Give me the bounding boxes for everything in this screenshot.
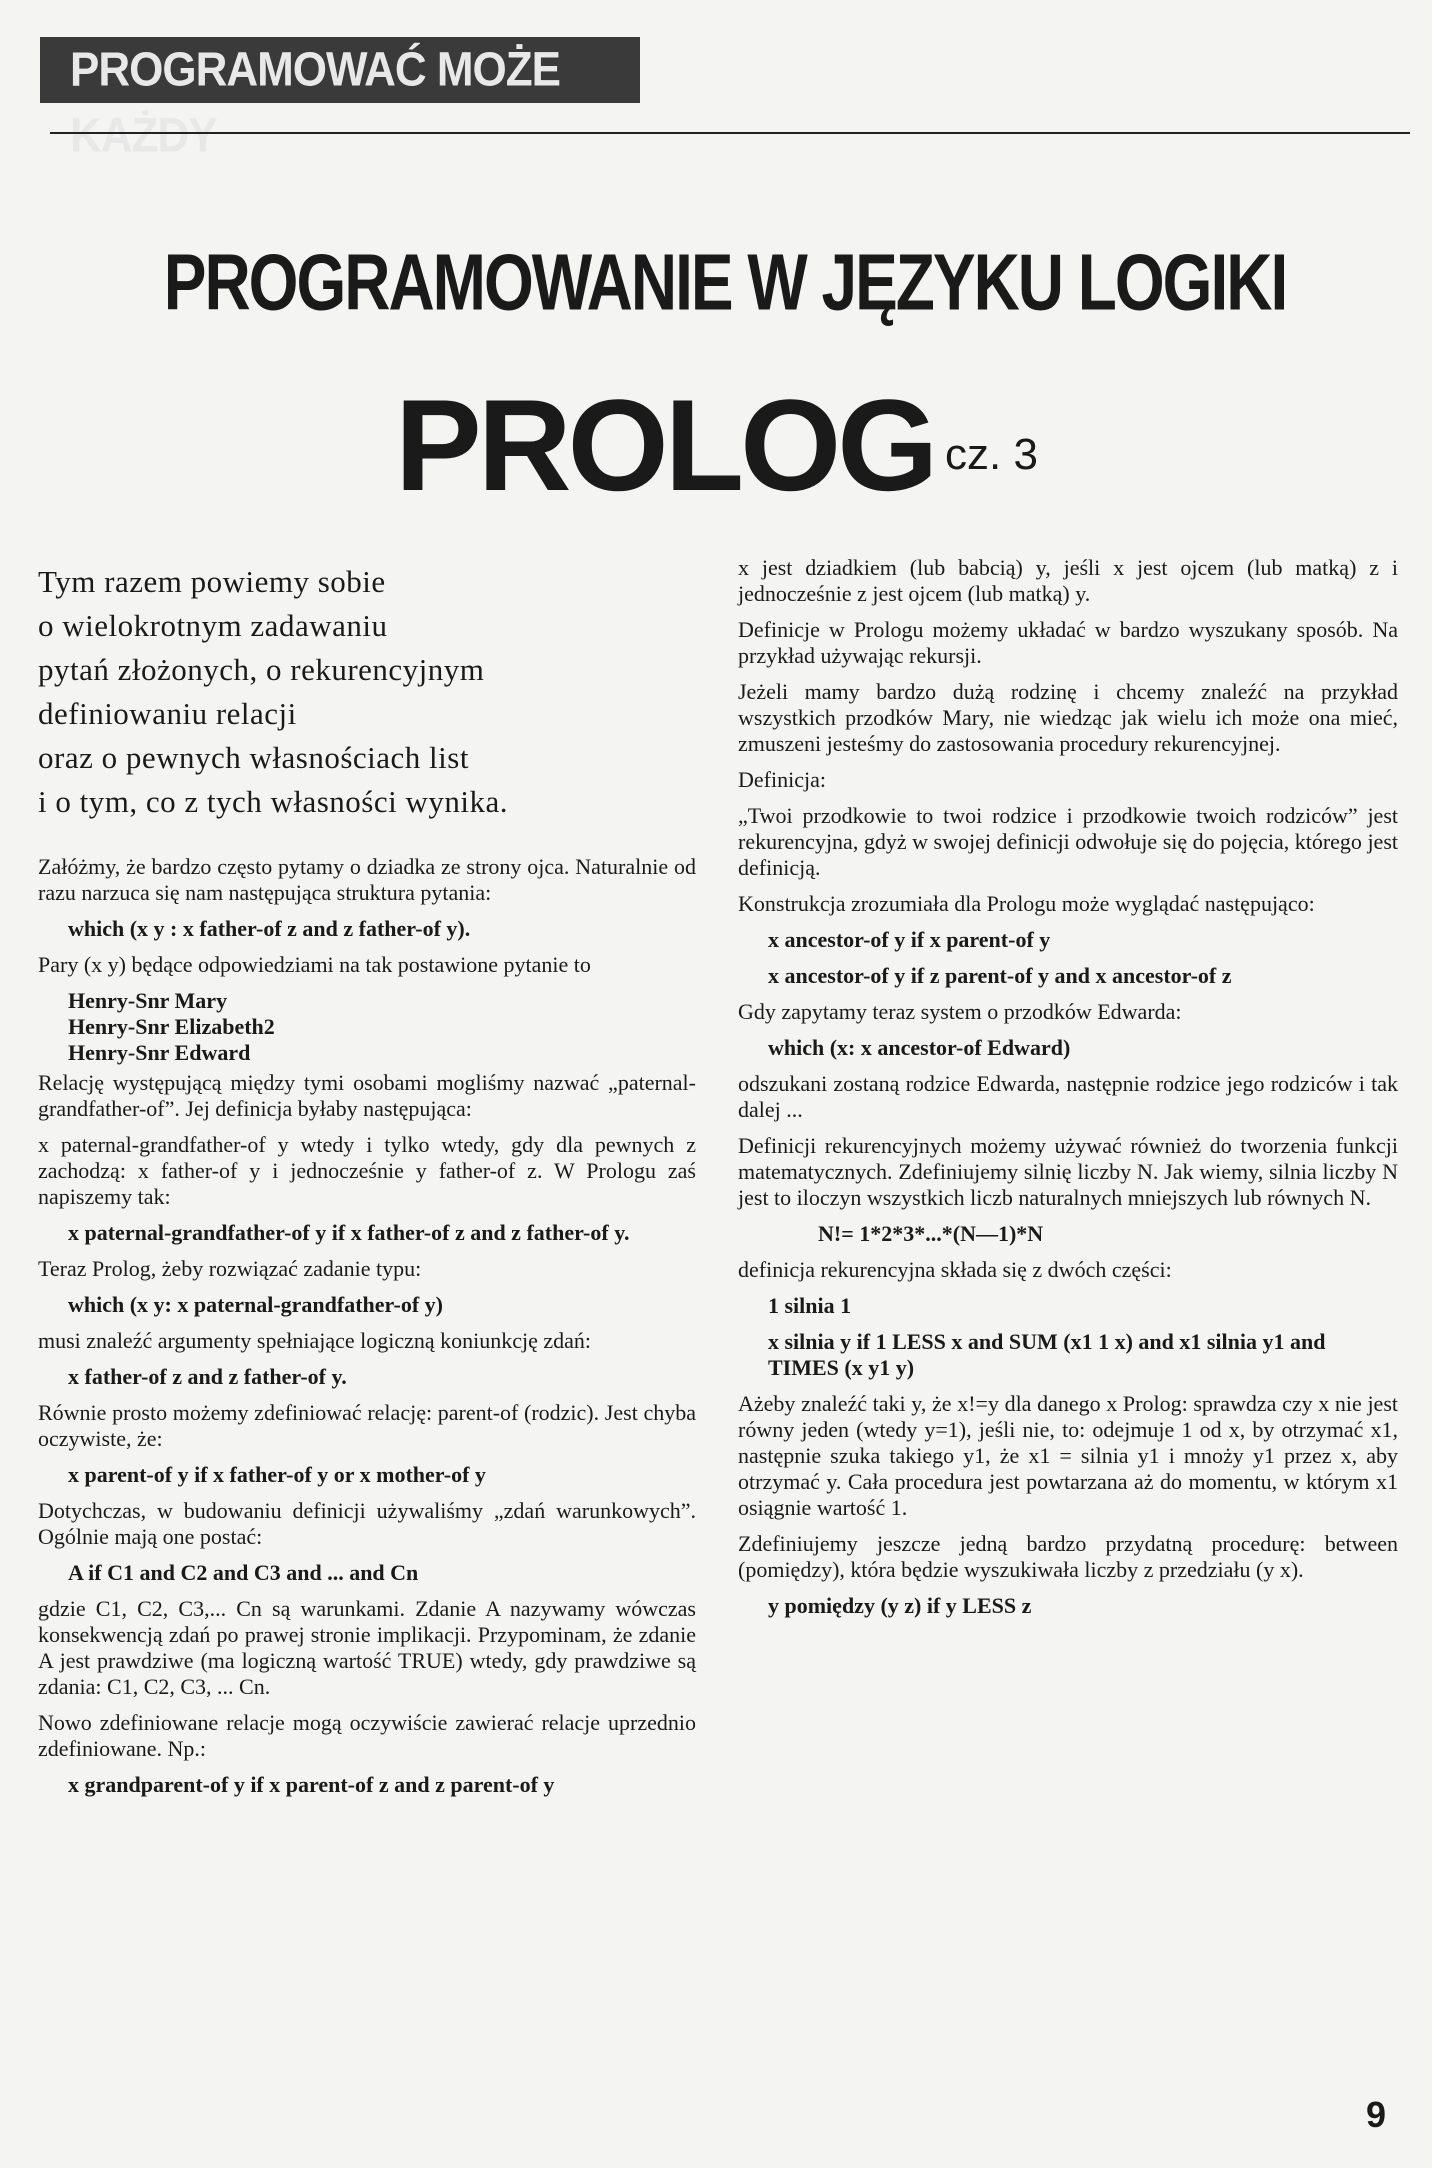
paragraph: x jest dziadkiem (lub babcią) y, jeśli x jest ojcem (lub matką) z i jednocześnie z jest ojcem (lub matką) y.: [738, 555, 1398, 606]
intro-lead: [38, 560, 696, 824]
paragraph: Ażeby znaleźć taki y, że x!=y dla danego x Prolog: sprawdza czy x nie jest równy jeden (wtedy y=1), jeśli nie, to: odejmuje 1 od x, by otrzymać x1, następnie szuka takiego y1, że x1 = silnia y1 i mnoży y1 przez x, aby otrzymać y. Cała procedura jest powtarzana aż do momentu, w którym x1 osiągnie wartość 1.: [738, 1391, 1398, 1520]
page-number: 9: [1365, 2094, 1386, 2135]
paragraph: Równie prosto możemy zdefiniować relację: parent-of (rodzic). Jest chyba oczywiste, że:: [38, 1400, 696, 1451]
paragraph: odszukani zostaną rodzice Edwarda, następnie rodzice jego rodziców i tak dalej ...: [738, 1071, 1398, 1122]
code-line: x paternal-grandfather-of y if x father-of z and z father-of y.: [68, 1220, 630, 1245]
paragraph: Pary (x y) będące odpowiedziami na tak postawione pytanie to: [38, 952, 591, 977]
code-line: x father-of z and z father-of y.: [68, 1364, 347, 1389]
intro-line: oraz o pewnych własnościach list: [38, 740, 469, 775]
list-item: Henry-Snr Elizabeth2: [68, 1014, 275, 1039]
intro-line: i o tym, co z tych własności wynika.: [38, 784, 508, 819]
right-column: [738, 555, 1398, 1629]
paragraph: Zdefiniujemy jeszcze jedną bardzo przydatną procedurę: between (pomiędzy), która będzie wyszukiwała liczby z przedziału (y x).: [738, 1531, 1398, 1582]
paragraph: Jeżeli mamy bardzo dużą rodzinę i chcemy znaleźć na przykład wszystkich przodków Mary, nie wiedząc jak wielu ich może ona mieć, zmuszeni jesteśmy do zastosowania procedury rekurencyjnej.: [738, 679, 1398, 756]
paragraph: Definicje w Prologu możemy układać w bardzo wyszukany sposób. Na przykład używając rekursji.: [738, 617, 1398, 668]
code-line: A if C1 and C2 and C3 and ... and Cn: [68, 1560, 419, 1585]
code-line: which (x y: x paternal-grandfather-of y): [68, 1292, 443, 1317]
paragraph: Konstrukcja zrozumiała dla Prologu może wyglądać następująco:: [738, 891, 1315, 916]
part-number: cz. 3: [945, 430, 1038, 479]
paragraph: definicja rekurencyjna składa się z dwóch części:: [738, 1257, 1172, 1282]
article-title: PROGRAMOWANIE W JĘZYKU LOGIKI: [163, 237, 1287, 327]
code-line: 1 silnia 1: [768, 1293, 852, 1318]
prolog-heading: PROLOG: [395, 372, 935, 518]
paragraph: Nowo zdefiniowane relacje mogą oczywiście zawierać relacje uprzednio zdefiniowane. Np.:: [38, 1710, 696, 1761]
code-line: which (x: x ancestor-of Edward): [768, 1035, 1071, 1060]
paragraph: Teraz Prolog, żeby rozwiązać zadanie typu:: [38, 1256, 422, 1281]
paragraph: Gdy zapytamy teraz system o przodków Edwarda:: [738, 999, 1182, 1024]
code-line: x parent-of y if x father-of y or x mother-of y: [68, 1462, 486, 1487]
list-item: Henry-Snr Edward: [68, 1040, 251, 1065]
paragraph: „Twoi przodkowie to twoi rodzice i przodkowie twoich rodziców” jest rekurencyjna, gdyż w swojej definicji odwołuje się do pojęcia, którego jest definicją.: [738, 803, 1398, 880]
paragraph: Definicja:: [738, 767, 826, 792]
paragraph: Dotychczas, w budowaniu definicji używaliśmy „zdań warunkowych”. Ogólnie mają one postać:: [38, 1498, 696, 1549]
paragraph: Definicji rekurencyjnych możemy używać również do tworzenia funkcji matematycznych. Zdefiniujemy silnię liczby N. Jak wiemy, silnia liczby N jest to iloczyn wszystkich liczb naturalnych mniejszych lub równych N.: [738, 1133, 1398, 1210]
code-line: x ancestor-of y if z parent-of y and x ancestor-of z: [768, 963, 1232, 988]
intro-line: Tym razem powiemy sobie: [38, 564, 386, 599]
answer-list: [38, 988, 696, 1066]
list-item: Henry-Snr Mary: [68, 988, 228, 1013]
paragraph: x paternal-grandfather-of y wtedy i tylko wtedy, gdy dla pewnych z zachodzą: x father-of y i jednocześnie y father-of z. W Prologu zaś napiszemy tak:: [38, 1132, 696, 1209]
section-banner: PROGRAMOWAĆ MOŻE KAŻDY: [40, 37, 640, 103]
code-line: which (x y : x father-of z and z father-of y).: [68, 916, 471, 941]
paragraph: musi znaleźć argumenty spełniające logiczną koniunkcję zdań:: [38, 1328, 592, 1353]
header-rule: [50, 132, 1410, 134]
code-line: x grandparent-of y if x parent-of z and z parent-of y: [68, 1772, 555, 1797]
intro-line: pytań złożonych, o rekurencyjnym: [38, 652, 485, 687]
paragraph: gdzie C1, C2, C3,... Cn są warunkami. Zdanie A nazywamy wówczas konsekwencją zdań po prawej stronie implikacji. Przypominam, że zdanie A jest prawdziwe (ma logiczną wartość TRUE) wtedy, gdy prawdziwe są zdania: C1, C2, C3, ... Cn.: [38, 1596, 696, 1699]
code-line: N!= 1*2*3*...*(N—1)*N: [818, 1221, 1044, 1246]
paragraph: Relację występującą między tymi osobami mogliśmy nazwać „paternal-grandfather-of”. Jej definicja byłaby następująca:: [38, 1070, 696, 1121]
intro-line: definiowaniu relacji: [38, 696, 297, 731]
code-line: x ancestor-of y if x parent-of y: [768, 927, 1051, 952]
left-column: [38, 560, 696, 1808]
intro-line: o wielokrotnym zadawaniu: [38, 608, 388, 643]
paragraph: Załóżmy, że bardzo często pytamy o dziadka ze strony ojca. Naturalnie od razu narzuca się nam następująca struktura pytania:: [38, 854, 696, 905]
code-line: y pomiędzy (y z) if y LESS z: [768, 1593, 1032, 1618]
code-line: x silnia y if 1 LESS x and SUM (x1 1 x) and x1 silnia y1 and TIMES (x y1 y): [768, 1329, 1326, 1380]
